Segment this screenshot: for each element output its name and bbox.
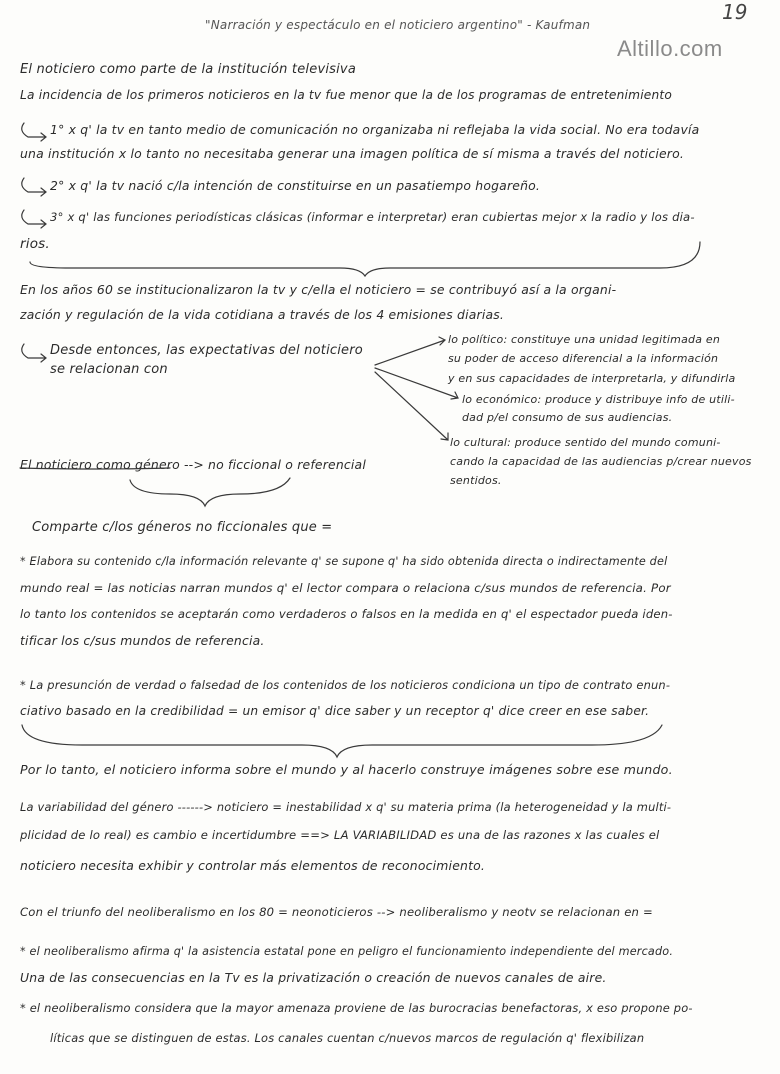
text-line: plicidad de lo real) es cambio e incertidumbre ==> LA VARIABILIDAD es una de las razones x las cuales el bbox=[20, 828, 660, 842]
brace-icon bbox=[22, 725, 662, 757]
text-line: La variabilidad del género ------> noticiero = inestabilidad x q' su materia prima (la heterogeneidad y la multi- bbox=[20, 800, 672, 814]
watermark-logo: Altillo.com bbox=[617, 36, 723, 61]
text-line: Con el triunfo del neoliberalismo en los 80 = neonoticieros --> neoliberalismo y neotv se relacionan en = bbox=[20, 905, 653, 919]
text-line: ciativo basado en la credibilidad = un emisor q' dice saber y un receptor q' dice creer en ese saber. bbox=[20, 704, 650, 718]
text-line: * Elabora su contenido c/la información relevante q' se supone q' ha sido obtenida directa o indirectamente del bbox=[20, 555, 668, 568]
section-heading-genre: El noticiero como género --> no ficcional o referencial bbox=[20, 457, 366, 472]
brace-icon bbox=[30, 242, 700, 276]
underline-stroke bbox=[20, 468, 170, 469]
text-line: noticiero necesita exhibir y controlar más elementos de reconocimiento. bbox=[20, 858, 486, 873]
arrow-political-icon bbox=[375, 337, 445, 365]
hook-arrow-icon bbox=[22, 344, 46, 362]
text-line: y en sus capacidades de interpretarla, y difundirla bbox=[448, 372, 736, 385]
text-line: lo tanto los contenidos se aceptarán como verdaderos o falsos en la medida en q' el espectador pueda iden- bbox=[20, 607, 673, 621]
text-line: lo económico: produce y distribuye info de utili- bbox=[462, 393, 735, 406]
text-line: líticas que se distinguen de estas. Los canales cuentan c/nuevos marcos de regulación q' flexibilizan bbox=[50, 1031, 645, 1045]
text-line: lo cultural: produce sentido del mundo comuni- bbox=[450, 436, 721, 449]
text-line: * La presunción de verdad o falsedad de los contenidos de los noticieros condiciona un tipo de contrato enun- bbox=[20, 678, 671, 692]
text-line: Por lo tanto, el noticiero informa sobre el mundo y al hacerlo construye imágenes sobre ese mundo. bbox=[20, 762, 673, 777]
hook-arrow-icon bbox=[22, 210, 46, 228]
text-line: 2° x q' la tv nació c/la intención de constituirse en un pasatiempo hogareño. bbox=[50, 178, 541, 193]
section-heading-institution: El noticiero como parte de la institución televisiva bbox=[20, 62, 356, 77]
text-line: su poder de acceso diferencial a la información bbox=[448, 352, 719, 365]
text-line: * el neoliberalismo afirma q' la asistencia estatal pone en peligro el funcionamiento independiente del mercado. bbox=[20, 945, 674, 958]
text-line: tificar los c/sus mundos de referencia. bbox=[20, 633, 265, 648]
text-line: La incidencia de los primeros noticieros en la tv fue menor que la de los programas de entretenimiento bbox=[20, 88, 673, 102]
text-line: se relacionan con bbox=[50, 362, 168, 377]
brace-icon bbox=[130, 478, 290, 506]
text-line: una institución x lo tanto no necesitaba generar una imagen política de sí misma a través del noticiero. bbox=[20, 146, 685, 161]
text-line: lo político: constituye una unidad legitimada en bbox=[448, 333, 720, 346]
text-line: zación y regulación de la vida cotidiana a través de los 4 emisiones diarias. bbox=[20, 307, 505, 322]
text-line: sentidos. bbox=[450, 474, 502, 487]
text-line: 3° x q' las funciones periodísticas clásicas (informar e interpretar) eran cubiertas mejor x la radio y los dia- bbox=[50, 210, 695, 224]
text-line: * el neoliberalismo considera que la mayor amenaza proviene de las burocracias benefactoras, x eso propone po- bbox=[20, 1001, 693, 1015]
text-line: dad p/el consumo de sus audiencias. bbox=[462, 411, 673, 424]
text-line: cando la capacidad de las audiencias p/crear nuevos bbox=[450, 455, 752, 468]
text-line: mundo real = las noticias narran mundos q' el lector compara o relaciona c/sus mundos de referencia. Por bbox=[20, 581, 671, 595]
document-title: "Narración y espectáculo en el noticiero argentino" - Kaufman bbox=[205, 18, 591, 32]
text-line: 1° x q' la tv en tanto medio de comunicación no organizaba ni reflejaba la vida social. No era todavía bbox=[50, 122, 700, 137]
text-line: Comparte c/los géneros no ficcionales que = bbox=[32, 520, 333, 535]
hook-arrow-icon bbox=[22, 178, 46, 196]
page-number: 19 bbox=[722, 0, 748, 24]
arrow-cultural-icon bbox=[375, 372, 448, 440]
text-line: Desde entonces, las expectativas del noticiero bbox=[50, 343, 363, 358]
text-line: rios. bbox=[20, 236, 50, 252]
text-line: En los años 60 se institucionalizaron la tv y c/ella el noticiero = se contribuyó así a la organi- bbox=[20, 282, 617, 297]
hook-arrow-icon bbox=[22, 123, 46, 141]
text-line: Una de las consecuencias en la Tv es la privatización o creación de nuevos canales de aire. bbox=[20, 970, 607, 985]
